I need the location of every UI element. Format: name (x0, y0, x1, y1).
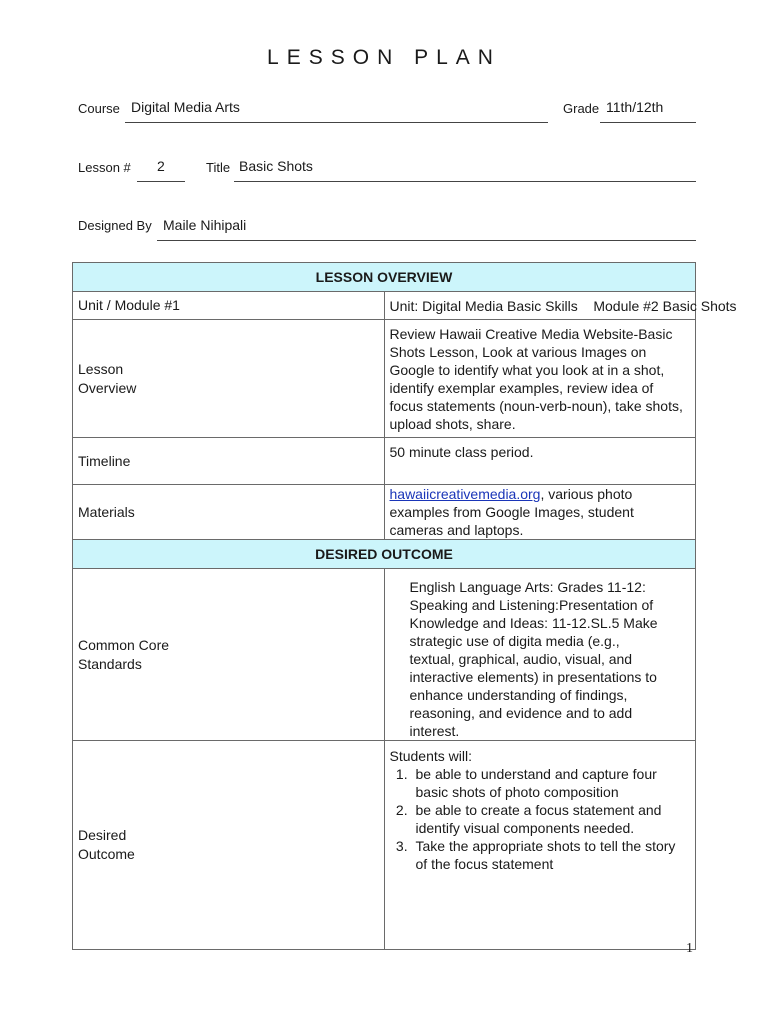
materials-row (73, 485, 696, 540)
materials-label: Materials (73, 485, 385, 540)
unit-row (73, 292, 696, 320)
lesson-number-underline (137, 181, 185, 182)
outcome-list (390, 765, 690, 873)
designed-by-value: Maile Nihipali (163, 217, 247, 233)
timeline-value: 50 minute class period. (384, 438, 696, 485)
title-label: Title (206, 160, 231, 175)
lesson-overview-label (73, 320, 385, 438)
lesson-overview-row (73, 320, 696, 438)
lesson-overview-header-row (73, 263, 696, 292)
course-underline (125, 122, 548, 123)
desired-outcome-value (384, 741, 696, 950)
outcome-intro: Students will: (389, 748, 472, 764)
grade-label: Grade (563, 101, 600, 116)
standards-row (73, 569, 696, 741)
lesson-number-label: Lesson # (78, 160, 131, 175)
desired-outcome-header: DESIRED OUTCOME (73, 540, 696, 569)
hawaiicreativemedia-link[interactable]: hawaiicreativemedia.org (389, 486, 541, 502)
materials-rest: , various photo examples from Google Images, student cameras and laptops. (389, 486, 634, 538)
grade-value: 11th/12th (606, 99, 664, 115)
desired-outcome-header-row (73, 540, 696, 569)
standards-label-line2: Standards (78, 655, 142, 672)
title-value: Basic Shots (239, 158, 313, 174)
outcome-item-3: 3. Take the appropriate shots to tell the story of the focus statement (412, 837, 690, 873)
standards-value: English Language Arts: Grades 11-12: Speaking and Listening:Presentation of Knowledge and Ideas: 11-12.SL.5 Make strategic use of digita media (e.g., textual, graphical, audio, visual, and interactive elements) in presentations to enhance understanding of findings, reasoning, and evidence and to add interest. (384, 569, 696, 741)
course-value: Digital Media Arts (131, 99, 240, 115)
unit-value: Unit: Digital Media Basic Skills Module #2 Basic Shots (384, 292, 696, 320)
lesson-overview-value: Review Hawaii Creative Media Website-Basic Shots Lesson, Look at various Images on Google to identify what you look at in a shot, identify exemplar examples, review idea of focus statements (noun-verb-noun), take shots, upload shots, share. (384, 320, 696, 438)
unit-label: Unit / Module #1 (73, 292, 385, 320)
timeline-label: Timeline (73, 438, 385, 485)
lesson-number-value: 2 (157, 158, 165, 174)
materials-value (384, 485, 696, 540)
page-number: 1 (686, 941, 693, 956)
standards-label-line1: Common Core (78, 636, 170, 653)
standards-label (73, 569, 385, 741)
desired-outcome-row (73, 741, 696, 950)
desired-outcome-label-line1: Desired (78, 827, 127, 843)
desired-outcome-label (73, 741, 385, 950)
outcome-item-1: 1. be able to understand and capture four basic shots of photo composition (412, 765, 690, 801)
outcome-item-2: 2. be able to create a focus statement and identify visual components needed. (412, 801, 690, 837)
grade-underline (600, 122, 696, 123)
designed-by-label: Designed By (78, 218, 152, 233)
document-title: LESSON PLAN (267, 46, 501, 69)
desired-outcome-label-line2: Outcome (78, 846, 135, 862)
lesson-overview-label-line2: Overview (78, 379, 137, 396)
designed-by-underline (157, 240, 696, 241)
lesson-overview-header: LESSON OVERVIEW (73, 263, 696, 292)
title-underline (234, 181, 696, 182)
timeline-row (73, 438, 696, 485)
course-label: Course (78, 101, 120, 116)
lesson-plan-table (72, 262, 737, 950)
lesson-overview-label-line1: Lesson (78, 360, 124, 377)
